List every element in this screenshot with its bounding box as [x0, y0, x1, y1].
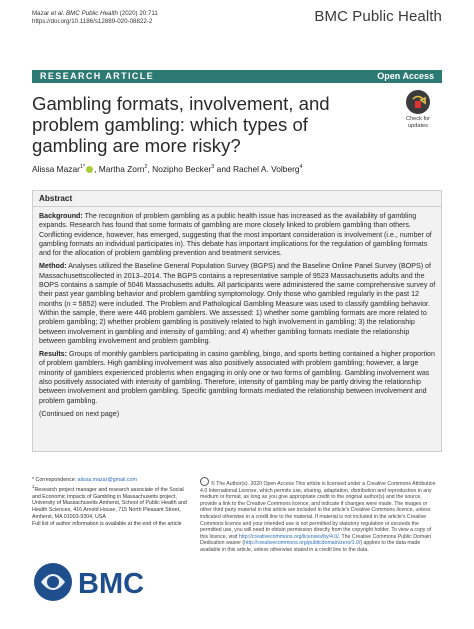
citation-year: (2020) 20:711 — [119, 10, 158, 17]
author-list: Alissa Mazar$^{1*}$ , Martha Zorn$^2$, Nozipho Becker$^3$ and Rachel A. Volberg$^4$ — [32, 163, 303, 174]
license-text: © The Author(s). 2020 Open Access This article is licensed under a Creative Commons Attribution 4.0 International License, which permits use, sharing, adaptation, distribution and reproduction in any medium or format, as long as you give appropriate credit to the original author(s) and the source, provide a link to the Creative Commons licence, and indicate if changes were made. The images or other third party material in this article are included in the article's Creative Commons licence, unless indicated otherwise in a credit line to the material. If material is not included in the article's Creative Commons licence and your intended use is not permitted by statutory regulation or exceeds the permitted use, you will need to obtain permission directly from the copyright holder. To view a copy of this licence, visit http://creativecommons.org/licenses/by/4.0/. The Creative Commons Public Domain Dedication waiver (http://creativecommons.org/publicdomain/zero/1.0/) applies to the data made available in this article, unless otherwise stated in a credit line to the data. — [200, 477, 440, 554]
affiliation-text: Research project manager and research associate of the Social and Economic Impacts of Gambling in Massachusetts project, University of Massachusetts Amherst, School of Public Health and Health Sciences, 416 Arnold House, 715 North Pleasant Street, Amherst, MA 01003-9304, USA — [32, 486, 187, 521]
author-name[interactable]: Rachel A. Volberg — [232, 163, 300, 174]
abstract-method: Method: Analyses utilized the Baseline General Population Survey (BGPS) and the Baseline Online Panel Survey (BOPS) of Massachusettscollected in 2013–2014. The BGPS contains a representative sample of 9523 Massachusetts adults and the BOPS contains a sample of 5046 Massachusetts adults. All participants were administered the same comprehensive survey of their past year gambling behavior and problem gambling symptomology. Only those who gambled regularly in the past 12 months (n = 5852) were included. The Problem and Pathological Gambling Measure was used to classify gambling behavior. Within the sample, there were 446 problem gamblers. We assessed: 1) whether some gambling formats are more related to problem gambling; 2) whether problem gambling is positively related to high involvement in gambling; 3) the relationship between involvement in gambling and intensity of gambling; and 4) whether gambling formats mediate the relationship between gambling involvement and problem gambling. — [39, 262, 436, 345]
check-for-updates-badge[interactable] — [398, 90, 438, 129]
bmc-logo-text: BMC — [78, 568, 145, 600]
public-domain-link[interactable]: http://creativecommons.org/publicdomain/zero/1.0/ — [244, 540, 361, 547]
open-access-label: Open Access — [377, 71, 434, 81]
full-author-info-note: Full list of author information is available at the end of the article — [32, 521, 182, 528]
badge-label: Check for updates — [406, 116, 430, 129]
article-title: Gambling formats, involvement, and problem gambling: which types of gambling are more risky? — [32, 93, 330, 156]
license-link[interactable]: http://creativecommons.org/licenses/by/4.0/ — [238, 533, 339, 540]
creative-commons-icon — [200, 477, 209, 486]
email-link[interactable]: alissa.mazar@gmail.com — [77, 477, 137, 483]
correspondence-notes: * Correspondence: alissa.mazar@gmail.com $^1$Research project manager and research associate of the Social and Economic Impacts of Gambling in Massachusetts project, University of Massachusetts Amherst, School of Public Health and Health Sciences, 416 Arnold House, 715 North Pleasant Street, Amherst, MA 01003-9304, USA Full list of author information is available at the end of the article — [32, 477, 192, 528]
bmc-logo — [32, 560, 152, 605]
author-name[interactable]: Nozipho Becker — [152, 163, 212, 174]
abstract-background: Background: The recognition of problem gambling as a public health issue has increased as the availability of gambling expands. Research has found that some formats of gambling are more closely linked to problem gambling than others. Conflicting evidence, however, has emerged, suggesting that the most important consideration is involvement (i.e., number of gambling formats an individual participates in). This debate has important implications for the regulation of gambling formats and for the allocation of problem gambling prevention and treatment services. — [39, 212, 432, 258]
author-name[interactable]: Alissa Mazar — [32, 163, 80, 174]
check-updates-icon — [406, 90, 430, 114]
abstract-results: Results: Groups of monthly gamblers participating in casino gambling, bingo, and sports betting contained a higher proportion of problem gamblers. High gambling involvement was also positively associated with problem gambling; however, a large minority of gamblers experienced problems when engaging in only one or two forms of gambling. Gambling involvement was also positively associated with intensity of gambling. Therefore, intensity of gambling may be partly driving the relationship between involvement and problem gambling. Specific gambling formats mediated the relationship between involvement and problem gambling. — [39, 350, 435, 405]
abstract-heading: Abstract — [39, 194, 73, 203]
citation-header — [32, 10, 158, 26]
citation-etal: et al. BMC Public Health — [49, 10, 118, 17]
journal-name: BMC Public Health — [314, 8, 442, 25]
citation-authors: Mazar — [32, 10, 50, 17]
article-type-label: RESEARCH ARTICLE — [40, 71, 155, 81]
continued-note: (Continued on next page) — [39, 409, 120, 418]
orcid-icon[interactable] — [86, 166, 93, 173]
author-name[interactable]: Martha Zorn — [98, 163, 145, 174]
doi-link[interactable]: https://doi.org/10.1186/s12889-020-08822-2 — [32, 18, 153, 25]
abstract-body — [39, 212, 436, 423]
abstract-divider — [32, 206, 442, 207]
